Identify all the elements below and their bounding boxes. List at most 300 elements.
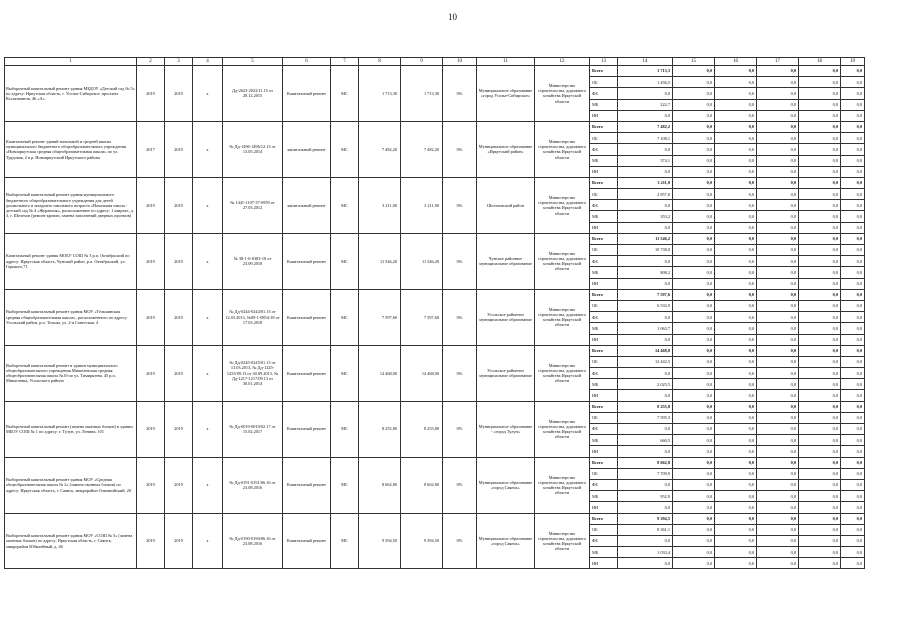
amount-cell: 0,0 bbox=[757, 435, 799, 446]
remaining-cost-cell: 7 597,60 bbox=[401, 289, 443, 345]
customer-cell: Усольское районное муниципальное образование bbox=[477, 289, 535, 345]
amount-cell: 0,0 bbox=[841, 345, 865, 356]
start-year-cell: 2019 bbox=[137, 289, 165, 345]
fund-source-cell: МБ bbox=[590, 435, 618, 446]
amount-cell: 0,0 bbox=[841, 211, 865, 222]
amount-cell: 0,0 bbox=[799, 278, 841, 289]
amount-cell: 0,0 bbox=[799, 524, 841, 535]
column-number-cell: 12 bbox=[535, 58, 590, 66]
amount-cell: 0,0 bbox=[715, 144, 757, 155]
amount-cell: 0,0 bbox=[715, 177, 757, 188]
ministry-cell: Министерство строительства, дорожного хозяйства Иркутской области bbox=[535, 513, 590, 569]
amount-cell: 0,0 bbox=[715, 289, 757, 300]
fund-source-cell: ФБ bbox=[590, 312, 618, 323]
amount-cell: 0,0 bbox=[799, 435, 841, 446]
work-type-cell: Капитальный ремонт bbox=[283, 289, 331, 345]
amount-cell: 0,0 bbox=[841, 278, 865, 289]
amount-cell: 0,0 bbox=[799, 558, 841, 569]
fund-source-cell: ОБ bbox=[590, 77, 618, 88]
amount-cell: 0,0 bbox=[715, 323, 757, 334]
percent-cell: 0% bbox=[443, 457, 477, 513]
amount-cell: 0,0 bbox=[799, 110, 841, 121]
column-number-cell: 1 bbox=[5, 58, 137, 66]
amount-cell: 0,0 bbox=[715, 200, 757, 211]
amount-cell: 0,0 bbox=[757, 300, 799, 311]
fund-source-cell: ОБ bbox=[590, 245, 618, 256]
end-year-cell: 2019 bbox=[165, 345, 193, 401]
amount-cell: 7 595,3 bbox=[618, 412, 673, 423]
fund-source-cell: Всего bbox=[590, 233, 618, 244]
amount-cell: 0,0 bbox=[757, 356, 799, 367]
amount-cell: 0,0 bbox=[715, 524, 757, 535]
amount-cell: 0,0 bbox=[799, 356, 841, 367]
cost-cell: 1 713,30 bbox=[359, 66, 401, 122]
amount-cell: 0,0 bbox=[841, 233, 865, 244]
amount-cell: 0,0 bbox=[799, 189, 841, 200]
amount-cell: 0,0 bbox=[673, 502, 715, 513]
amount-cell: 0,0 bbox=[673, 267, 715, 278]
amount-cell: 0,0 bbox=[715, 491, 757, 502]
amount-cell: 0,0 bbox=[673, 245, 715, 256]
amount-cell: 0,0 bbox=[673, 278, 715, 289]
amount-cell: 11 546,2 bbox=[618, 233, 673, 244]
amount-cell: 0,0 bbox=[673, 379, 715, 390]
amount-cell: 0,0 bbox=[757, 547, 799, 558]
amount-cell: 0,0 bbox=[673, 457, 715, 468]
amount-cell: 0,0 bbox=[757, 491, 799, 502]
object-name-cell: Выборочный капитальный ремонт здания муниципального бюджетного общеобразовательного учреждения для детей дошкольного и младшего школьного возраста «Начальная школа - детский сад № 4 «Журавлик», расположенное по адресу: 1 квартал, д. 3, г. Шелехов (ремонт кровли, замена заполнений дверных проемов) bbox=[5, 177, 137, 233]
amount-cell: 0,0 bbox=[618, 424, 673, 435]
amount-cell: 0,0 bbox=[618, 256, 673, 267]
amount-cell: 0,0 bbox=[799, 222, 841, 233]
amount-cell: 0,0 bbox=[757, 66, 799, 77]
amount-cell: 0,0 bbox=[799, 390, 841, 401]
amount-cell: 3 211,0 bbox=[618, 177, 673, 188]
table-row bbox=[5, 233, 865, 244]
document-cell: № Дд-0244-0244/01.13 от 12.03.2013, №09-1-0854-18 от 17.03.2018 bbox=[223, 289, 283, 345]
x-cell: x bbox=[193, 289, 223, 345]
amount-cell: 2 857,8 bbox=[618, 189, 673, 200]
x-cell: x bbox=[193, 401, 223, 457]
amount-cell: 0,0 bbox=[841, 121, 865, 132]
amount-cell: 0,0 bbox=[673, 535, 715, 546]
amount-cell: 0,0 bbox=[715, 189, 757, 200]
ministry-cell: Министерство строительства, дорожного хозяйства Иркутской области bbox=[535, 233, 590, 289]
ministry-cell: Министерство строительства, дорожного хозяйства Иркутской области bbox=[535, 66, 590, 122]
amount-cell: 0,0 bbox=[799, 379, 841, 390]
fund-source-cell: ФБ bbox=[590, 256, 618, 267]
amount-cell: 0,0 bbox=[757, 256, 799, 267]
amount-cell: 0,0 bbox=[673, 323, 715, 334]
amount-cell: 0,0 bbox=[715, 558, 757, 569]
table-row bbox=[5, 121, 865, 132]
amount-cell: 0,0 bbox=[715, 479, 757, 490]
document-cell: № 1441-1107-37-0959 от 27.03.2012 bbox=[223, 177, 283, 233]
amount-cell: 0,0 bbox=[757, 334, 799, 345]
document-cell: № Дд-0191-0191/06.16 от 23.08.2016 bbox=[223, 457, 283, 513]
amount-cell: 0,0 bbox=[673, 547, 715, 558]
document-cell: № Дд-0019-0019/02.17 от 15.02.2017 bbox=[223, 401, 283, 457]
amount-cell: 0,0 bbox=[841, 166, 865, 177]
amount-cell: 0,0 bbox=[715, 547, 757, 558]
document-cell: № Дд-0190-0190/06.16 от 23.08.2016 bbox=[223, 513, 283, 569]
fund-source-cell: МБ bbox=[590, 379, 618, 390]
amount-cell: 0,0 bbox=[673, 166, 715, 177]
fund-source-cell: ФБ bbox=[590, 200, 618, 211]
amount-cell: 0,0 bbox=[757, 323, 799, 334]
amount-cell: 0,0 bbox=[841, 256, 865, 267]
column-number-cell: 11 bbox=[477, 58, 535, 66]
amount-cell: 0,0 bbox=[715, 77, 757, 88]
amount-cell: 952,9 bbox=[618, 491, 673, 502]
amount-cell: 0,0 bbox=[799, 144, 841, 155]
percent-cell: 0% bbox=[443, 121, 477, 177]
amount-cell: 0,0 bbox=[757, 368, 799, 379]
amount-cell: 8 255,8 bbox=[618, 401, 673, 412]
amount-cell: 0,0 bbox=[841, 412, 865, 423]
percent-cell: 0% bbox=[443, 513, 477, 569]
remaining-cost-cell: 8 662,80 bbox=[401, 457, 443, 513]
fund-source-cell: Всего bbox=[590, 177, 618, 188]
work-type-cell: Капитальный ремонт bbox=[283, 401, 331, 457]
amount-cell: 0,0 bbox=[673, 66, 715, 77]
amount-cell: 808,2 bbox=[618, 267, 673, 278]
amount-cell: 0,0 bbox=[715, 513, 757, 524]
column-number-cell: 6 bbox=[283, 58, 331, 66]
column-number-cell: 2 bbox=[137, 58, 165, 66]
percent-cell: 0% bbox=[443, 177, 477, 233]
fund-source-cell: МБ bbox=[590, 491, 618, 502]
amount-cell: 0,0 bbox=[715, 66, 757, 77]
amount-cell: 0,0 bbox=[757, 88, 799, 99]
amount-cell: 0,0 bbox=[715, 88, 757, 99]
amount-cell: 0,0 bbox=[841, 547, 865, 558]
fund-source-cell: МБ bbox=[590, 99, 618, 110]
amount-cell: 0,0 bbox=[618, 334, 673, 345]
amount-cell: 0,0 bbox=[673, 412, 715, 423]
ministry-cell: Министерство строительства, дорожного хозяйства Иркутской области bbox=[535, 177, 590, 233]
amount-cell: 0,0 bbox=[673, 390, 715, 401]
remaining-cost-cell: 8 255,80 bbox=[401, 401, 443, 457]
fund-source-cell: ФБ bbox=[590, 144, 618, 155]
remaining-cost-cell: 14 468,00 bbox=[401, 345, 443, 401]
amount-cell: 0,0 bbox=[715, 368, 757, 379]
fund-source-cell: ФБ bbox=[590, 535, 618, 546]
header-row bbox=[5, 58, 865, 66]
end-year-cell: 2019 bbox=[165, 513, 193, 569]
amount-cell: 0,0 bbox=[841, 558, 865, 569]
amount-cell: 0,0 bbox=[673, 99, 715, 110]
column-number-cell: 13 bbox=[590, 58, 618, 66]
amount-cell: 0,0 bbox=[799, 424, 841, 435]
amount-cell: 0,0 bbox=[673, 88, 715, 99]
amount-cell: 0,0 bbox=[841, 289, 865, 300]
amount-cell: 0,0 bbox=[757, 558, 799, 569]
table-row bbox=[5, 401, 865, 412]
amount-cell: 0,0 bbox=[715, 267, 757, 278]
table-row bbox=[5, 177, 865, 188]
amount-cell: 0,0 bbox=[715, 345, 757, 356]
amount-cell: 0,0 bbox=[715, 166, 757, 177]
amount-cell: 0,0 bbox=[715, 502, 757, 513]
amount-cell: 660,5 bbox=[618, 435, 673, 446]
amount-cell: 0,0 bbox=[799, 535, 841, 546]
x-cell: x bbox=[193, 513, 223, 569]
amount-cell: 0,0 bbox=[618, 502, 673, 513]
start-year-cell: 2019 bbox=[137, 345, 165, 401]
amount-cell: 0,0 bbox=[757, 155, 799, 166]
amount-cell: 0,0 bbox=[715, 379, 757, 390]
percent-cell: 0% bbox=[443, 345, 477, 401]
column-number-cell: 5 bbox=[223, 58, 283, 66]
amount-cell: 14 468,0 bbox=[618, 345, 673, 356]
customer-cell: Шелеховский район bbox=[477, 177, 535, 233]
amount-cell: 0,0 bbox=[799, 256, 841, 267]
end-year-cell: 2019 bbox=[165, 457, 193, 513]
amount-cell: 0,0 bbox=[757, 222, 799, 233]
amount-cell: 0,0 bbox=[799, 323, 841, 334]
amount-cell: 0,0 bbox=[757, 502, 799, 513]
cost-cell: 9 394,50 bbox=[359, 513, 401, 569]
amount-cell: 0,0 bbox=[841, 502, 865, 513]
amount-cell: 0,0 bbox=[799, 334, 841, 345]
amount-cell: 0,0 bbox=[673, 233, 715, 244]
x-cell: x bbox=[193, 345, 223, 401]
remaining-cost-cell: 7 482,20 bbox=[401, 121, 443, 177]
object-name-cell: Выборочный капитальный ремонт здания МОУ «Средняя общеобразовательная школа № 2» (замена оконных блоков) по адресу: Иркутская область, г. Саянск, микрорайон Олимпийский, 20 bbox=[5, 457, 137, 513]
amount-cell: 0,0 bbox=[799, 368, 841, 379]
amount-cell: 0,0 bbox=[618, 479, 673, 490]
document-cell: Дд-2623-2023/11.15 от 28.12.2015 bbox=[223, 66, 283, 122]
amount-cell: 0,0 bbox=[715, 121, 757, 132]
x-cell: x bbox=[193, 177, 223, 233]
cost-cell: 14 468,00 bbox=[359, 345, 401, 401]
amount-cell: 7 709,9 bbox=[618, 468, 673, 479]
start-year-cell: 2019 bbox=[137, 66, 165, 122]
amount-cell: 0,0 bbox=[799, 177, 841, 188]
amount-cell: 10 738,0 bbox=[618, 245, 673, 256]
amount-cell: 0,0 bbox=[757, 121, 799, 132]
ministry-cell: Министерство строительства, дорожного хозяйства Иркутской области bbox=[535, 345, 590, 401]
column-number-cell: 8 bbox=[359, 58, 401, 66]
amount-cell: 0,0 bbox=[841, 177, 865, 188]
table-row bbox=[5, 289, 865, 300]
amount-cell: 0,0 bbox=[618, 88, 673, 99]
fund-source-cell: ФБ bbox=[590, 424, 618, 435]
fund-source-cell: Всего bbox=[590, 345, 618, 356]
amount-cell: 0,0 bbox=[673, 300, 715, 311]
amount-cell: 0,0 bbox=[841, 468, 865, 479]
table-row bbox=[5, 457, 865, 468]
amount-cell: 0,0 bbox=[715, 300, 757, 311]
amount-cell: 0,0 bbox=[673, 468, 715, 479]
column-number-cell: 15 bbox=[673, 58, 715, 66]
customer-cell: Муниципальное образование «Иркутский район» bbox=[477, 121, 535, 177]
remaining-cost-cell: 3 211,00 bbox=[401, 177, 443, 233]
amount-cell: 0,0 bbox=[757, 211, 799, 222]
amount-cell: 0,0 bbox=[757, 99, 799, 110]
fund-source-cell: ОБ bbox=[590, 468, 618, 479]
page-number: 10 bbox=[448, 12, 457, 22]
amount-cell: 0,0 bbox=[841, 133, 865, 144]
amount-cell: 12 442,5 bbox=[618, 356, 673, 367]
amount-cell: 0,0 bbox=[841, 189, 865, 200]
start-year-cell: 2019 bbox=[137, 401, 165, 457]
amount-cell: 0,0 bbox=[618, 312, 673, 323]
amount-cell: 0,0 bbox=[618, 558, 673, 569]
amount-cell: 0,0 bbox=[799, 211, 841, 222]
fund-source-cell: Всего bbox=[590, 401, 618, 412]
amount-cell: 0,0 bbox=[841, 424, 865, 435]
amount-cell: 0,0 bbox=[841, 88, 865, 99]
work-type-cell: Капитальный ремонт bbox=[283, 513, 331, 569]
program-table bbox=[4, 57, 865, 569]
amount-cell: 0,0 bbox=[757, 245, 799, 256]
amount-cell: 0,0 bbox=[757, 457, 799, 468]
source-cell: МС bbox=[331, 121, 359, 177]
amount-cell: 0,0 bbox=[799, 479, 841, 490]
cost-cell: 11 546,20 bbox=[359, 233, 401, 289]
amount-cell: 0,0 bbox=[715, 233, 757, 244]
amount-cell: 0,0 bbox=[841, 66, 865, 77]
fund-source-cell: ИИ bbox=[590, 334, 618, 345]
start-year-cell: 2019 bbox=[137, 457, 165, 513]
cost-cell: 7 597,60 bbox=[359, 289, 401, 345]
customer-cell: Муниципальное образование «город Саянск» bbox=[477, 457, 535, 513]
amount-cell: 0,0 bbox=[715, 133, 757, 144]
table-row bbox=[5, 513, 865, 524]
amount-cell: 0,0 bbox=[841, 334, 865, 345]
amount-cell: 0,0 bbox=[757, 379, 799, 390]
amount-cell: 0,0 bbox=[673, 345, 715, 356]
amount-cell: 0,0 bbox=[618, 278, 673, 289]
amount-cell: 8 662,8 bbox=[618, 457, 673, 468]
fund-source-cell: ФБ bbox=[590, 479, 618, 490]
end-year-cell: 2019 bbox=[165, 66, 193, 122]
fund-source-cell: Всего bbox=[590, 289, 618, 300]
amount-cell: 0,0 bbox=[799, 289, 841, 300]
amount-cell: 0,0 bbox=[673, 479, 715, 490]
amount-cell: 0,0 bbox=[757, 189, 799, 200]
source-cell: МС bbox=[331, 345, 359, 401]
amount-cell: 0,0 bbox=[673, 446, 715, 457]
amount-cell: 0,0 bbox=[618, 390, 673, 401]
amount-cell: 0,0 bbox=[715, 356, 757, 367]
fund-source-cell: ИИ bbox=[590, 222, 618, 233]
amount-cell: 0,0 bbox=[715, 446, 757, 457]
amount-cell: 0,0 bbox=[841, 435, 865, 446]
source-cell: МС bbox=[331, 289, 359, 345]
amount-cell: 0,0 bbox=[673, 401, 715, 412]
amount-cell: 0,0 bbox=[799, 233, 841, 244]
remaining-cost-cell: 1 713,30 bbox=[401, 66, 443, 122]
amount-cell: 0,0 bbox=[841, 368, 865, 379]
document-cell: № Дд-1496-1496/12.13 от 13.05.2014 bbox=[223, 121, 283, 177]
fund-source-cell: ИИ bbox=[590, 166, 618, 177]
object-name-cell: Капитальный ремонт зданий начальной и средней школы муниципального бюджетного общеобразовательного учреждения «Новоиркутская средняя общеобразовательная школа» по ул. Трудовая, 2 в р. Новоиркутский Иркутского района bbox=[5, 121, 137, 177]
fund-source-cell: МБ bbox=[590, 267, 618, 278]
column-number-cell: 14 bbox=[618, 58, 673, 66]
fund-source-cell: ФБ bbox=[590, 88, 618, 99]
amount-cell: 0,0 bbox=[757, 401, 799, 412]
amount-cell: 0,0 bbox=[673, 368, 715, 379]
amount-cell: 0,0 bbox=[715, 424, 757, 435]
fund-source-cell: ОБ bbox=[590, 133, 618, 144]
amount-cell: 0,0 bbox=[841, 323, 865, 334]
amount-cell: 0,0 bbox=[757, 144, 799, 155]
amount-cell: 0,0 bbox=[757, 278, 799, 289]
column-number-cell: 18 bbox=[799, 58, 841, 66]
amount-cell: 0,0 bbox=[841, 390, 865, 401]
fund-source-cell: ОБ bbox=[590, 356, 618, 367]
amount-cell: 0,0 bbox=[799, 446, 841, 457]
fund-source-cell: ИИ bbox=[590, 110, 618, 121]
amount-cell: 7 482,2 bbox=[618, 121, 673, 132]
start-year-cell: 2019 bbox=[137, 233, 165, 289]
amount-cell: 0,0 bbox=[841, 491, 865, 502]
amount-cell: 0,0 bbox=[715, 222, 757, 233]
amount-cell: 0,0 bbox=[799, 99, 841, 110]
amount-cell: 0,0 bbox=[673, 513, 715, 524]
start-year-cell: 2019 bbox=[137, 513, 165, 569]
amount-cell: 0,0 bbox=[673, 189, 715, 200]
cost-cell: 8 662,80 bbox=[359, 457, 401, 513]
customer-cell: Усольское районное муниципальное образование bbox=[477, 345, 535, 401]
amount-cell: 0,0 bbox=[618, 200, 673, 211]
amount-cell: 0,0 bbox=[673, 200, 715, 211]
object-name-cell: Выборочный капитальный ремонт здания МОУ «СОШ № 5» (замена оконных блоков) по адресу: Иркутская область, г. Саянск, микрорайон Юбилейный, д. 46 bbox=[5, 513, 137, 569]
work-type-cell: Капитальный ремонт bbox=[283, 233, 331, 289]
amount-cell: 0,0 bbox=[673, 558, 715, 569]
fund-source-cell: ОБ bbox=[590, 412, 618, 423]
amount-cell: 0,0 bbox=[841, 356, 865, 367]
amount-cell: 0,0 bbox=[841, 446, 865, 457]
amount-cell: 0,0 bbox=[841, 99, 865, 110]
fund-source-cell: ОБ bbox=[590, 524, 618, 535]
amount-cell: 0,0 bbox=[673, 133, 715, 144]
remaining-cost-cell: 11 546,20 bbox=[401, 233, 443, 289]
amount-cell: 1 033,4 bbox=[618, 547, 673, 558]
fund-source-cell: Всего bbox=[590, 457, 618, 468]
amount-cell: 0,0 bbox=[841, 401, 865, 412]
amount-cell: 0,0 bbox=[799, 401, 841, 412]
amount-cell: 0,0 bbox=[757, 535, 799, 546]
x-cell: x bbox=[193, 233, 223, 289]
ministry-cell: Министерство строительства, дорожного хозяйства Иркутской области bbox=[535, 401, 590, 457]
amount-cell: 0,0 bbox=[841, 77, 865, 88]
amount-cell: 0,0 bbox=[673, 121, 715, 132]
amount-cell: 0,0 bbox=[757, 289, 799, 300]
amount-cell: 0,0 bbox=[841, 110, 865, 121]
amount-cell: 0,0 bbox=[841, 144, 865, 155]
customer-cell: Муниципальное образование - «город Тулун» bbox=[477, 401, 535, 457]
amount-cell: 0,0 bbox=[673, 356, 715, 367]
customer-cell: Муниципальное образование «город Усолье-Сибирское» bbox=[477, 66, 535, 122]
amount-cell: 6 533,9 bbox=[618, 300, 673, 311]
amount-cell: 0,0 bbox=[757, 267, 799, 278]
amount-cell: 0,0 bbox=[841, 222, 865, 233]
start-year-cell: 2017 bbox=[137, 121, 165, 177]
amount-cell: 0,0 bbox=[715, 155, 757, 166]
column-number-cell: 7 bbox=[331, 58, 359, 66]
amount-cell: 0,0 bbox=[757, 513, 799, 524]
amount-cell: 0,0 bbox=[673, 110, 715, 121]
amount-cell: 0,0 bbox=[715, 412, 757, 423]
x-cell: x bbox=[193, 121, 223, 177]
amount-cell: 0,0 bbox=[841, 200, 865, 211]
amount-cell: 0,0 bbox=[841, 479, 865, 490]
column-number-cell: 10 bbox=[443, 58, 477, 66]
